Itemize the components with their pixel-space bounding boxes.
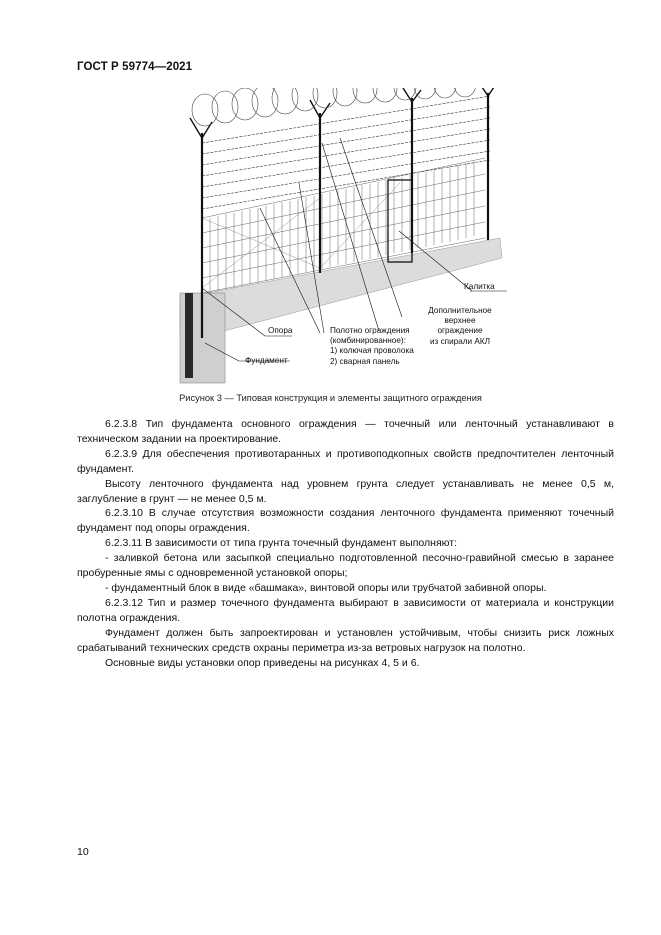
paragraph: 6.2.3.11 В зависимости от типа грунта точечный фундамент выполняют:	[105, 537, 458, 550]
paragraph: 6.2.3.8 Тип фундамента основного ограждения — точечный или ленточный устанавливают в техническом задании на проектирование.	[77, 418, 614, 445]
page-number: 10	[77, 846, 89, 858]
label-extra-line4: из спирали АКЛ	[429, 336, 491, 346]
label-mesh-line3: 1) колючая проволока	[330, 346, 414, 356]
fence-figure	[150, 88, 530, 388]
paragraph: Высоту ленточного фундамента над уровнем грунта следует устанавливать не менее 0,5 м, заглубление в грунт — не менее 0,5 м.	[77, 477, 614, 505]
label-support: Опора	[268, 326, 293, 335]
label-mesh-line4: 2) сварная панель	[330, 356, 400, 366]
label-foundation: Фундамент	[245, 356, 288, 365]
paragraph: Фундамент должен быть запроектирован и установлен устойчивым, чтобы снизить риск ложных срабатываний технических средств охраны периметра из-за ветровых нагрузок на полотно.	[77, 626, 614, 654]
paragraph: - фундаментный блок в виде «башмака», винтовой опоры или трубчатой забивной опоры.	[105, 581, 547, 594]
label-mesh-line1: Полотно ограждения	[330, 326, 410, 335]
label-extra-line1: Дополнительное	[428, 306, 492, 315]
label-extra-fence	[415, 306, 505, 347]
label-gate: Калитка	[464, 282, 495, 291]
paragraph: Основные виды установки опор приведены на рисунках 4, 5 и 6.	[105, 656, 420, 669]
label-extra-line2: верхнее	[444, 316, 476, 326]
label-mesh-line2: (комбинированное):	[330, 336, 406, 346]
paragraph: 6.2.3.10 В случае отсутствия возможности создания ленточного фундамента применяют точечный фундамент под опоры ограждения.	[77, 507, 614, 535]
body-text	[77, 417, 614, 670]
document-code-header: ГОСТ Р 59774—2021	[77, 61, 193, 73]
paragraph: 6.2.3.9 Для обеспечения противотаранных и противоподкопных свойств предпочтителен ленточный фундамент.	[77, 447, 614, 475]
paragraph: 6.2.3.12 Тип и размер точечного фундамента выбирают в зависимости от материала и конструкции полотна ограждения.	[77, 596, 614, 624]
label-fence-mesh	[330, 326, 414, 367]
paragraph: - заливкой бетона или засыпкой специально подготовленной песочно-гравийной смесью в заранее пробуренные ямы с одновременной установкой опоры;	[77, 552, 614, 580]
figure-caption: Рисунок 3 — Типовая конструкция и элементы защитного ограждения	[179, 393, 482, 403]
label-extra-line3: ограждение	[437, 326, 483, 336]
